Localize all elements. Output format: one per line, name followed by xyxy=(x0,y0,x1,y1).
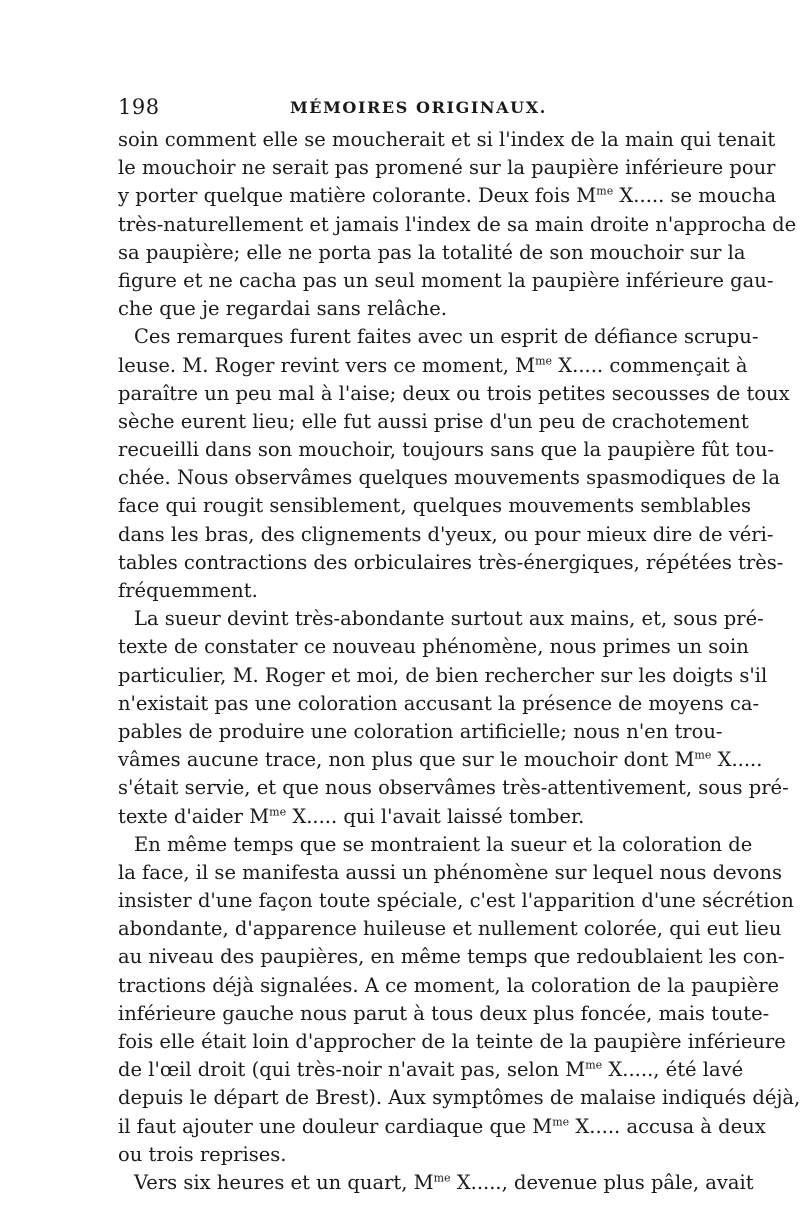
text-segment: Vers six heures et un quart, M xyxy=(134,1170,434,1194)
page-number: 198 xyxy=(118,95,160,119)
superscript: me xyxy=(433,1171,451,1185)
text-segment: la face, il se manifesta aussi un phénomène sur lequel nous devons xyxy=(118,860,782,884)
text-segment: tables contractions des orbiculaires très-énergiques, répétées très- xyxy=(118,550,784,574)
superscript: me xyxy=(535,354,553,367)
text-segment: de l'œil droit (qui très-noir n'avait pas, selon M xyxy=(118,1058,586,1082)
text-segment: sa paupière; elle ne porta pas la totalité de son mouchoir sur la xyxy=(118,240,746,264)
text-line xyxy=(118,492,752,520)
text-segment: très-naturellement et jamais l'index de sa main droite n'approcha de xyxy=(118,212,797,236)
text-segment: fois elle était loin d'approcher de la teinte de la paupière inférieure xyxy=(118,1030,786,1053)
text-line xyxy=(118,915,782,943)
text-segment: che que je regardai sans relâche. xyxy=(118,297,447,321)
running-head: MÉMOIRES ORIGINAUX. xyxy=(290,98,547,117)
superscript: me xyxy=(694,748,712,762)
text-line xyxy=(118,464,781,492)
text-segment: le mouchoir ne serait pas promené sur la paupière inférieure pour xyxy=(118,156,776,180)
text-segment: au niveau des paupières, en même temps que redoublaient les con- xyxy=(118,945,785,969)
text-segment: texte d'aider M xyxy=(118,804,270,828)
text-segment: soin comment elle se moucherait et si l'index de la main qui tenait xyxy=(118,128,776,151)
text-line xyxy=(118,1113,766,1141)
text-line xyxy=(118,352,748,380)
text-line xyxy=(118,239,746,267)
text-segment: X..... commençait à xyxy=(552,353,748,377)
text-line xyxy=(118,549,784,577)
text-line xyxy=(118,859,782,887)
text-segment: paraître un peu mal à l'aise; deux ou trois petites secousses de toux xyxy=(118,381,790,405)
text-segment: chée. Nous observâmes quelques mouvements spasmodiques de la xyxy=(118,466,781,490)
text-segment: vâmes aucune trace, non plus que sur le mouchoir dont M xyxy=(118,748,695,772)
text-line xyxy=(118,182,777,210)
text-segment: y porter quelque matière colorante. Deux fois M xyxy=(118,184,597,208)
text-segment: X....., devenue plus pâle, avait xyxy=(450,1170,754,1194)
text-line xyxy=(118,1169,754,1197)
text-segment: insister d'une façon toute spéciale, c'est l'apparition d'une sécrétion xyxy=(118,889,794,913)
superscript: me xyxy=(596,184,614,198)
text-segment: s'était servie, et que nous observâmes très-attentivement, sous pré- xyxy=(118,776,789,800)
text-segment: recueilli dans son mouchoir, toujours sans que la paupière fût tou- xyxy=(118,438,774,462)
text-line xyxy=(118,154,776,182)
text-line xyxy=(118,1056,744,1084)
text-segment: En même temps que se montraient la sueur et la coloration de xyxy=(134,832,753,856)
text-segment: texte de constater ce nouveau phénomène, nous primes un soin xyxy=(118,635,749,659)
text-line xyxy=(118,436,774,464)
superscript: me xyxy=(552,1115,570,1129)
text-line xyxy=(118,295,683,323)
text-segment: dans les bras, des clignements d'yeux, ou pour mieux dire de véri- xyxy=(118,522,774,546)
text-segment: inférieure gauche nous parut à tous deux plus foncée, mais toute- xyxy=(118,1001,770,1025)
text-line xyxy=(118,408,749,436)
text-segment: X....., été lavé xyxy=(602,1058,744,1082)
text-line xyxy=(118,690,760,718)
text-line xyxy=(118,211,797,239)
text-segment: X..... se moucha xyxy=(613,184,777,208)
text-line xyxy=(118,718,723,746)
text-segment: tractions déjà signalées. A ce moment, la coloration de la paupière xyxy=(118,973,780,997)
text-line xyxy=(118,803,683,831)
text-line xyxy=(118,323,759,351)
text-segment: n'existait pas une coloration accusant la présence de moyens ca- xyxy=(118,691,760,715)
text-segment: X..... xyxy=(711,748,763,772)
text-segment: fréquemment. xyxy=(118,579,258,602)
text-line xyxy=(118,1028,786,1056)
text-segment: abondante, d'apparence huileuse et nullement colorée, qui eut lieu xyxy=(118,917,782,941)
text-segment: La sueur devint très-abondante surtout aux mains, et, sous pré- xyxy=(134,607,764,631)
text-segment: il faut ajouter une douleur cardiaque que M xyxy=(118,1114,553,1138)
text-line xyxy=(118,633,749,661)
text-line xyxy=(118,662,768,690)
text-segment: X..... qui l'avait laissé tomber. xyxy=(286,804,585,828)
text-segment: leuse. M. Roger revint vers ce moment, M xyxy=(118,353,536,377)
body-text xyxy=(118,126,800,1197)
text-segment: Ces remarques furent faites avec un esprit de défiance scrupu- xyxy=(134,325,759,349)
text-segment: particulier, M. Roger et moi, de bien rechercher sur les doigts s'il xyxy=(118,663,768,687)
superscript: me xyxy=(585,1058,603,1072)
text-segment: face qui rougit sensiblement, quelques mouvements semblables xyxy=(118,494,752,518)
text-line xyxy=(118,1084,800,1112)
text-line xyxy=(118,1141,683,1169)
text-line xyxy=(118,126,776,154)
text-segment: pables de produire une coloration artificielle; nous n'en trou- xyxy=(118,719,723,743)
text-line xyxy=(118,943,785,971)
text-line xyxy=(118,831,753,859)
text-segment: X..... accusa à deux xyxy=(569,1114,766,1138)
text-line xyxy=(118,1000,770,1028)
page-header xyxy=(118,95,683,125)
text-line xyxy=(118,774,789,802)
text-line xyxy=(118,521,774,549)
text-segment: figure et ne cacha pas un seul moment la paupière inférieure gau- xyxy=(118,268,774,292)
text-segment: depuis le départ de Brest). Aux symptômes de malaise indiqués déjà, xyxy=(118,1086,800,1110)
superscript: me xyxy=(269,805,287,818)
text-line xyxy=(118,380,790,408)
text-line xyxy=(118,887,794,915)
text-segment: ou trois reprises. xyxy=(118,1142,287,1166)
text-line xyxy=(118,746,763,774)
text-line xyxy=(118,267,774,295)
text-line xyxy=(118,577,683,605)
text-line xyxy=(118,605,764,633)
text-line xyxy=(118,972,780,1000)
text-segment: sèche eurent lieu; elle fut aussi prise d'un peu de crachotement xyxy=(118,409,749,433)
